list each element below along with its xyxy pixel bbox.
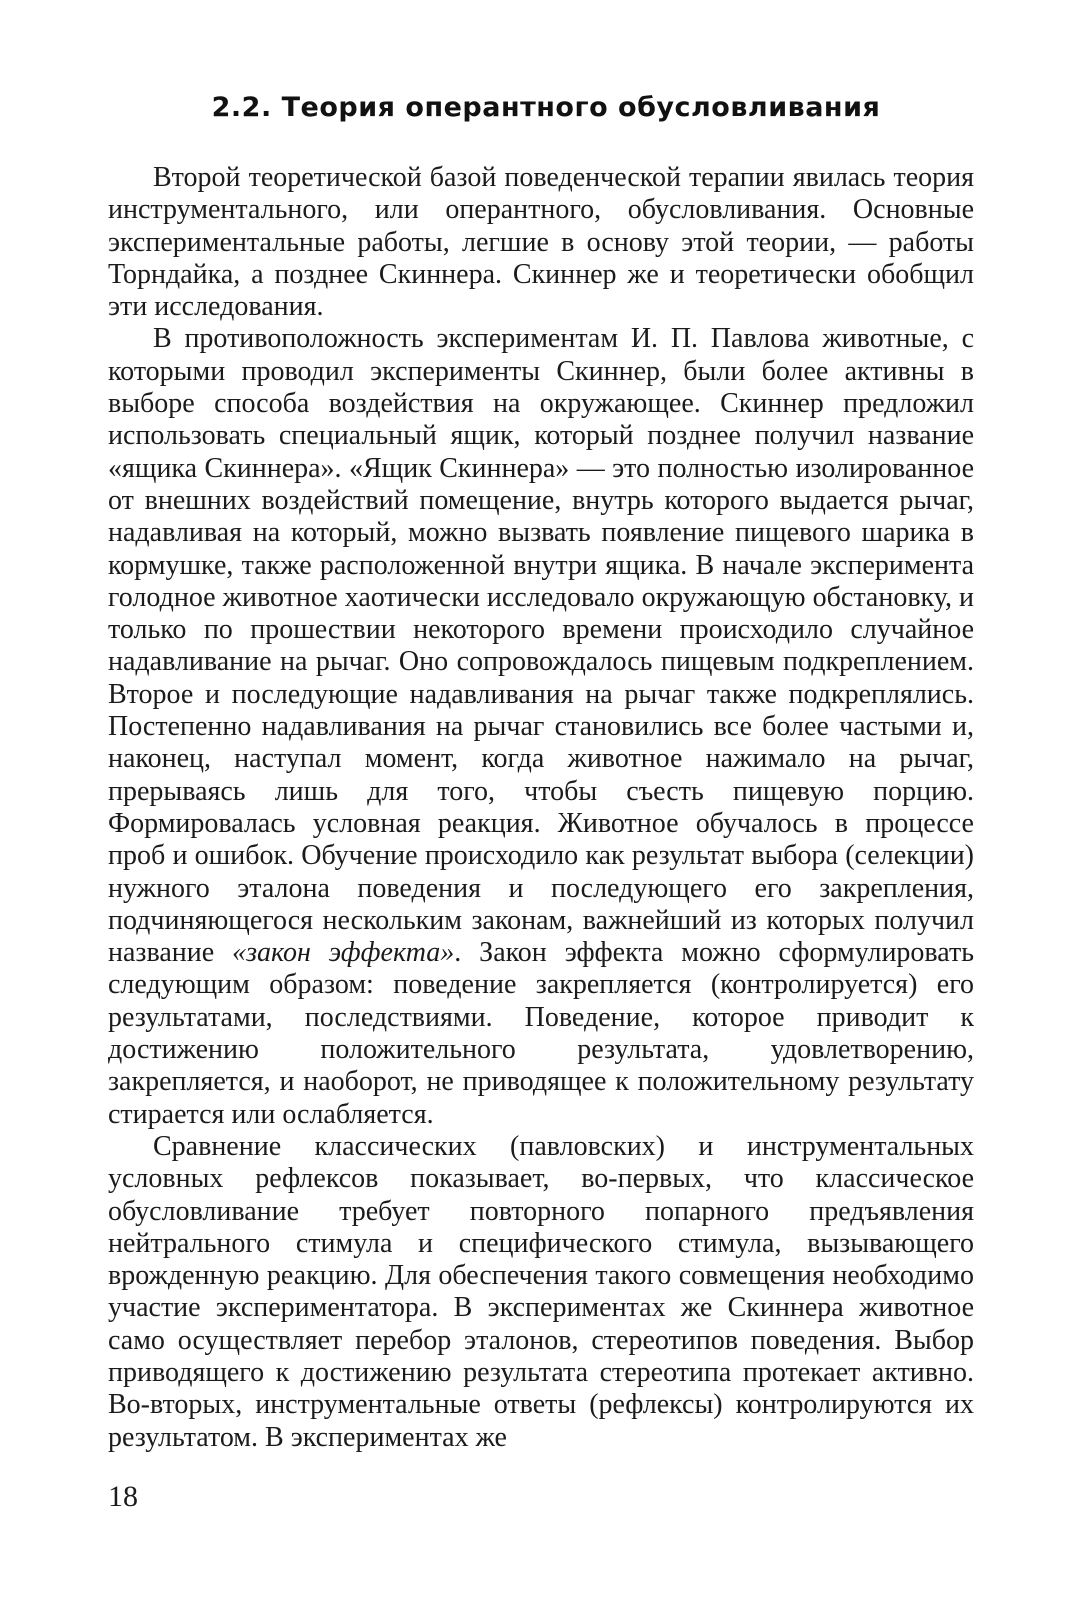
body-text xyxy=(108,162,974,1454)
law-of-effect-term: «закон эффекта» xyxy=(232,937,455,969)
paragraph-2 xyxy=(108,323,974,1130)
section-heading: 2.2. Теория оперантного обусловливания xyxy=(211,92,881,123)
paragraph-3: Сравнение классических (павловских) и инструментальных условных рефлексов показывает, во-первых, что классическое обусловливание требует повторного попарного предъявления нейтрального стимула и специфического стимула, вызывающего врожденную реакцию. Для обеспечения такого совмещения необходимо участие экспериментатора. В экспериментах же Скиннера животное само осуществляет перебор эталонов, стереотипов поведения. Выбор приводящего к достижению результата стереотипа протекает активно. Во-вторых, инструментальные ответы (рефлексы) контролируются их результатом. В экспериментах же xyxy=(108,1130,974,1453)
paragraph-1: Второй теоретической базой поведенческой терапии явилась теория инструментального, или оперантного, обусловливания. Основные экспериментальные работы, легшие в основу этой теории, — работы Торндайка, а позднее Скиннера. Скиннер же и теоретически обобщил эти исследования. xyxy=(108,162,974,323)
paragraph-2-text-end: . Закон эффекта можно сформулировать следующим образом: поведение закрепляется (контролируется) его результатами, последствиями. Поведение, которое приводит к достижению положительного результата, удовлетворению, закрепляется, и наоборот, не приводящее к положительному результату стирается или ослабляется. xyxy=(108,937,974,1130)
page-number: 18 xyxy=(108,1480,138,1513)
paragraph-2-text-start: В противоположность экспериментам И. П. Павлова животные, с которыми проводил эксперименты Скиннер, были более активны в выборе способа воздействия на окружающее. Скиннер предложил использовать специальный ящик, который позднее получил название «ящика Скиннера». «Ящик Скиннера» — это полностью изолированное от внешних воздействий помещение, внутрь которого выдается рычаг, надавливая на который, можно вызвать появление пищевого шарика в кормушке, также расположенной внутри ящика. В начале эксперимента голодное животное хаотически исследовало окружающую обстановку, и только по прошествии некоторого времени происходило случайное надавливание на рычаг. Оно сопровождалось пищевым подкреплением. Второе и последующие надавливания на рычаг также подкреплялись. Постепенно надавливания на рычаг становились все более частыми и, наконец, наступал момент, когда животное нажимало на рычаг, прерываясь лишь для того, чтобы съесть пищевую порцию. Формировалась условная реакция. Животное обучалось в процессе проб и ошибок. Обучение происходило как результат выбора (селекции) нужного эталона поведения и последующего его закрепления, подчиняющегося нескольким законам, важнейший из которых получил название xyxy=(108,323,974,969)
